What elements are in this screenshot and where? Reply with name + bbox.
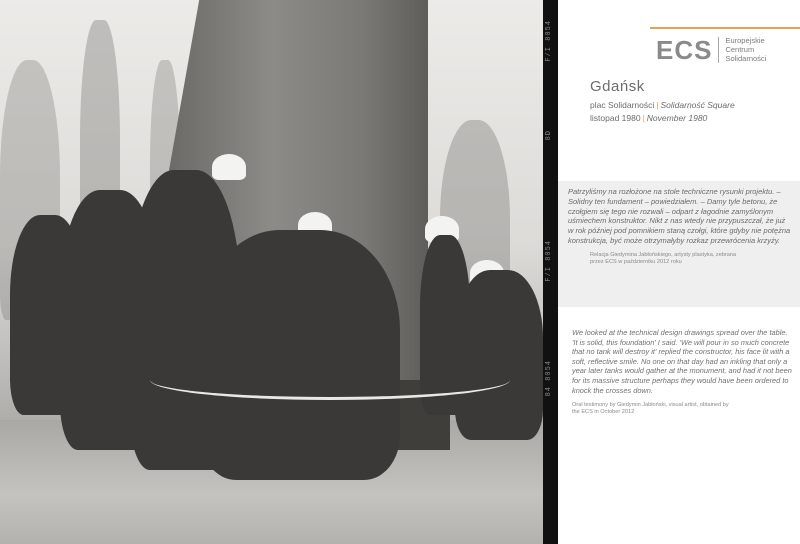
logo-mark: ECS (656, 37, 719, 63)
quote-english (558, 318, 800, 464)
separator: | (656, 100, 659, 110)
film-mark: F/I 8054 (545, 240, 553, 282)
date-en: November 1980 (646, 113, 708, 123)
film-strip (543, 0, 558, 544)
date-pl: listopad 1980 (590, 113, 641, 123)
date-line (590, 113, 707, 123)
quote-english-text: We looked at the technical design drawings spread over the table. 'It is solid, this foundation' I said. 'We will pour in so much concrete that no tank will destroy it' replied the constructor, his face lit with a soft, reflective smile. No one on that day had an inkling that only a year later tanks would gather at the monument, and had it not been for its massive structure perhaps they would have been ordered to knock the crosses down. (572, 328, 792, 395)
quote-polish-text: Patrzyliśmy na rozłożone na stole techniczne rysunki projektu. – Solidny ten fundament – powiedziałem. – Damy tyle betonu, że czołgiem się tego nie rozwali – odpart z łagodnie zamyślonym uśmiechem konstruktor. Nikt z nas wtedy nie przypuszczał, że już w rok później pod pomnikiem staną czołgi, które gdyby nie potężna konstrukcja, być może otrzymałyby rozkaz przewrócenia krzyży. (568, 187, 791, 245)
separator: | (642, 113, 645, 123)
logo-name-line: Centrum (725, 45, 755, 54)
rope (150, 360, 510, 400)
worker-figure (200, 230, 400, 480)
ecs-logo (656, 36, 783, 63)
quote-english-credit: Oral testimony by Giedymin Jabłoński, visual artist, obtained by the ECS in October 2012 (572, 402, 729, 416)
film-mark: F/I 8054 (545, 20, 553, 62)
logo-name-line: Europejskie (725, 36, 765, 45)
worker-figure (455, 270, 543, 440)
film-mark: 84 8054 (545, 360, 553, 397)
film-mark: 8D (545, 130, 553, 141)
place-pl: plac Solidarności (590, 100, 655, 110)
quote-polish-credit: Relacja Giedymina Jabłońskiego, artysty plastyka, zebrana przez ECS w październiku 2012 roku (590, 251, 737, 265)
quote-polish (558, 181, 800, 307)
place-line (590, 100, 735, 110)
place-en: Solidarność Square (660, 100, 735, 110)
helmet (212, 154, 246, 180)
caption-column (558, 0, 800, 544)
city-title: Gdańsk (590, 78, 645, 95)
logo-rule (650, 27, 800, 29)
logo-name (719, 36, 783, 63)
logo-name-line: Solidarności (725, 54, 767, 63)
